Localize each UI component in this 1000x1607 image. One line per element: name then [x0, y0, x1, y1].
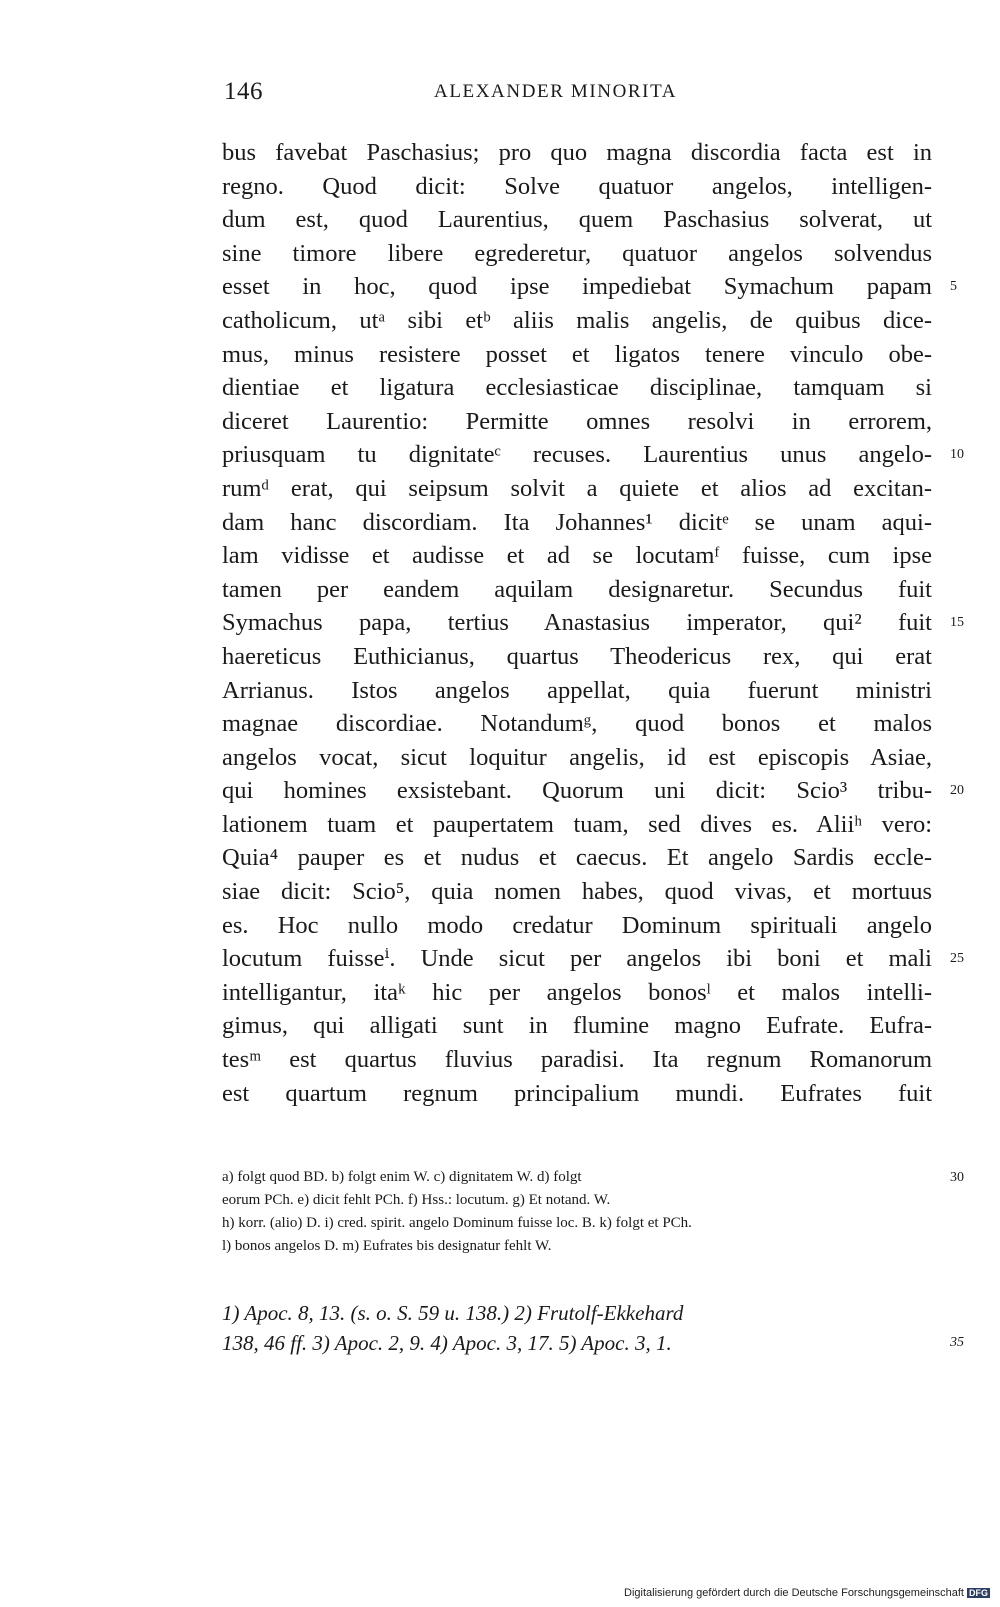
running-head: ALEXANDER MINORITA — [434, 81, 678, 102]
line-number: 5 — [950, 279, 957, 295]
text-line: mus, minus resistere posset et ligatos tenere vinculo obe- — [222, 340, 932, 368]
text-line: priusquam tu dignitateᶜ recuses. Laurentius unus angelo- 10 — [222, 438, 932, 472]
text-line: dum est, quod Laurentius, quem Paschasius solverat, ut — [222, 206, 932, 234]
footnote-line: eorum PCh. e) dicit fehlt PCh. f) Hss.: locutum. g) Et notand. W. — [222, 1192, 611, 1208]
source-note-line: 138, 46 ff. 3) Apoc. 2, 9. 4) Apoc. 3, 17. 5) Apoc. 3, 1. 35 — [222, 1328, 932, 1358]
text-line: Arrianus. Istos angelos appellat, quia fuerunt ministri — [222, 676, 932, 704]
text-line: qui homines exsistebant. Quorum uni dicit: Scio³ tribu- 20 — [222, 774, 932, 808]
page-number: 146 — [224, 78, 263, 105]
critical-apparatus — [222, 1166, 964, 1258]
line-number: 35 — [950, 1335, 964, 1350]
line-number: 30 — [950, 1170, 964, 1185]
text-line: catholicum, utᵃ sibi etᵇ aliis malis angelis, de quibus dice- — [222, 306, 932, 334]
text-line: tamen per eandem aquilam designaretur. Secundus fuit — [222, 575, 932, 603]
text-line: siae dicit: Scio⁵, quia nomen habes, quod vivas, et mortuus — [222, 878, 932, 906]
digitization-credit — [624, 1587, 990, 1599]
text-line: sine timore libere egrederetur, quatuor angelos solvendus — [222, 239, 932, 267]
text-line: tesᵐ est quartus fluvius paradisi. Ita regnum Romanorum — [222, 1046, 932, 1074]
footnote-line: l) bonos angelos D. m) Eufrates bis designatur fehlt W. — [222, 1238, 552, 1254]
text-line: haereticus Euthicianus, quartus Theodericus rex, qui erat — [222, 642, 932, 670]
text-line: Symachus papa, tertius Anastasius imperator, qui² fuit 15 — [222, 606, 932, 640]
text-line: gimus, qui alligati sunt in flumine magno Eufrate. Eufra- — [222, 1012, 932, 1040]
text-line: dientiae et ligatura ecclesiasticae disciplinae, tamquam si — [222, 374, 932, 402]
text-line: dam hanc discordiam. Ita Johannes¹ dicitᵉ se unam aqui- — [222, 508, 932, 536]
source-apparatus — [222, 1298, 964, 1358]
line-number: 15 — [950, 615, 964, 631]
text-line: regno. Quod dicit: Solve quatuor angelos, intelligen- — [222, 172, 932, 200]
text-line: Quia⁴ pauper es et nudus et caecus. Et angelo Sardis eccle- — [222, 844, 932, 872]
main-text-block — [222, 136, 964, 1110]
text-line: rumᵈ erat, qui seipsum solvit a quiete et alios ad excitan- — [222, 474, 932, 502]
text-line: bus favebat Paschasius; pro quo magna discordia facta est in — [222, 139, 932, 166]
credit-text: Digitalisierung gefördert durch die Deutsche Forschungsgemeinschaft — [624, 1587, 964, 1599]
line-number: 20 — [950, 783, 964, 799]
text-line: locutum fuisseⁱ. Unde sicut per angelos ibi boni et mali 25 — [222, 942, 932, 976]
text-line: lam vidisse et audisse et ad se locutamᶠ fuisse, cum ipse — [222, 542, 932, 570]
text-line: es. Hoc nullo modo credatur Dominum spirituali angelo — [222, 911, 932, 939]
source-note-line: 1) Apoc. 8, 13. (s. o. S. 59 u. 138.) 2) Frutolf-Ekkehard — [222, 1301, 684, 1325]
text-line: angelos vocat, sicut loquitur angelis, id est episcopis Asiae, — [222, 743, 932, 771]
line-number: 25 — [950, 951, 964, 967]
footnote-line: a) folgt quod BD. b) folgt enim W. c) dignitatem W. d) folgt 30 — [222, 1166, 932, 1189]
text-line: esset in hoc, quod ipse impediebat Symachum papam 5 — [222, 270, 932, 304]
footnote-line: h) korr. (alio) D. i) cred. spirit. angelo Dominum fuisse loc. B. k) folgt et PCh. — [222, 1215, 692, 1231]
text-line: est quartum regnum principalium mundi. Eufrates fuit — [222, 1079, 932, 1107]
text-line: diceret Laurentio: Permitte omnes resolvi in errorem, — [222, 407, 932, 435]
line-number: 10 — [950, 447, 964, 463]
text-line: intelligantur, itaᵏ hic per angelos bonosˡ et malos intelli- — [222, 978, 932, 1006]
text-line: lationem tuam et paupertatem tuam, sed dives es. Aliiʰ vero: — [222, 810, 932, 838]
dfg-logo-icon: DFG — [969, 1588, 988, 1599]
text-line: magnae discordiae. Notandumᵍ, quod bonos et malos — [222, 710, 932, 738]
